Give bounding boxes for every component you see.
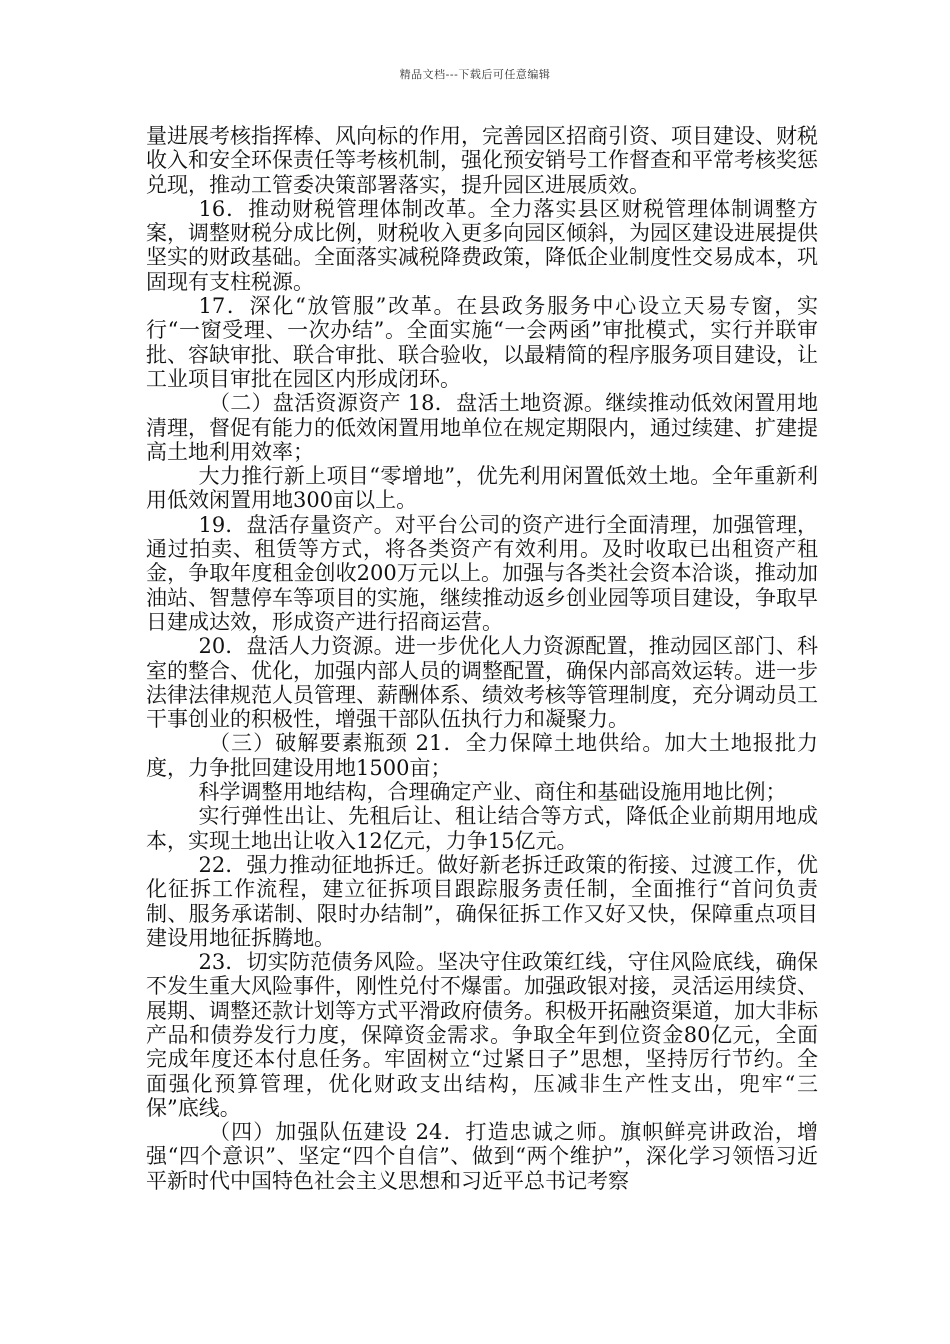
- paragraph-item-19: 19．盘活存量资产。对平台公司的资产进行全面清理，加强管理，通过拍卖、租赁等方式，将各类资产有效利用。及时收取已出租资产租金，争取年度租金创收200万元以上。加强与各类社会资本洽谈，推动加油站、智慧停车等项目的实施，继续推动返乡创业园等项目建设，争取早日建成达效，形成资产进行招商运营。: [146, 512, 818, 634]
- paragraph-section-2-item-18: （二）盘活资源资产 18．盘活土地资源。继续推动低效闲置用地清理，督促有能力的低效闲置用地单位在规定期限内，通过续建、扩建提高土地利用效率；: [146, 391, 818, 464]
- paragraph-section-3-item-21: （三）破解要素瓶颈 21．全力保障土地供给。加大土地报批力度，力争批回建设用地1500亩；: [146, 731, 818, 780]
- paragraph-item-16: 16．推动财税管理体制改革。全力落实县区财税管理体制调整方案，调整财税分成比例，财税收入更多向园区倾斜，为园区建设进展提供坚实的财政基础。全面落实减税降费政策，降低企业制度性交易成本，巩固现有支柱税源。: [146, 196, 818, 294]
- paragraph-item-20: 20．盘活人力资源。进一步优化人力资源配置，推动园区部门、科室的整合、优化，加强内部人员的调整配置，确保内部高效运转。进一步法律法律规范人员管理、薪酬体系、绩效考核等管理制度，充分调动员工干事创业的积极性，增强干部队伍执行力和凝聚力。: [146, 634, 818, 732]
- paragraph-continued: 量进展考核指挥棒、风向标的作用，完善园区招商引资、项目建设、财税收入和安全环保责任等考核机制，强化预安销号工作督查和平常考核奖惩兑现，推动工管委决策部署落实，提升园区进展质效。: [146, 124, 818, 197]
- paragraph-item-21-continued-b: 实行弹性出让、先租后让、租让结合等方式，降低企业前期用地成本，实现土地出让收入12亿元，力争15亿元。: [146, 804, 818, 853]
- paragraph-section-4-item-24: （四）加强队伍建设 24．打造忠诚之师。旗帜鲜亮讲政治，增强“四个意识”、坚定“四个自信”、做到“两个维护”，深化学习领悟习近平新时代中国特色社会主义思想和习近平总书记考察: [146, 1120, 818, 1193]
- paragraph-item-21-continued-a: 科学调整用地结构，合理确定产业、商住和基础设施用地比例；: [198, 780, 787, 805]
- document-body: [146, 124, 818, 1193]
- paragraph-item-22: 22．强力推动征地拆迁。做好新老拆迁政策的衔接、过渡工作，优化征拆工作流程，建立征拆项目跟踪服务责任制，全面推行“首问负责制、服务承诺制、限时办结制”，确保征拆工作又好又快，保障重点项目建设用地征拆腾地。: [146, 852, 818, 950]
- paragraph-item-17: 17．深化“放管服”改革。在县政务服务中心设立天易专窗，实行“一窗受理、一次办结”。全面实施“一会两函”审批模式，实行并联审批、容缺审批、联合审批、联合验收，以最精简的程序服务项目建设，让工业项目审批在园区内形成闭环。: [146, 294, 818, 391]
- paragraph-item-23: 23．切实防范债务风险。坚决守住政策红线，守住风险底线，确保不发生重大风险事件，刚性兑付不爆雷。加强政银对接，灵活运用续贷、展期、调整还款计划等方式平滑政府债务。积极开拓融资渠道，加大非标产品和债券发行力度，保障资金需求。争取全年到位资金80亿元，全面完成年度还本付息任务。牢固树立“过紧日子”思想，坚持厉行节约。全面强化预算管理，优化财政支出结构，压减非生产性支出，兜牢“三保”底线。: [146, 950, 818, 1120]
- page-header: 精品文档---下载后可任意编辑: [399, 68, 551, 81]
- paragraph-item-18-continued: 大力推行新上项目“零增地”，优先利用闲置低效土地。全年重新利用低效闲置用地300亩以上。: [146, 464, 818, 513]
